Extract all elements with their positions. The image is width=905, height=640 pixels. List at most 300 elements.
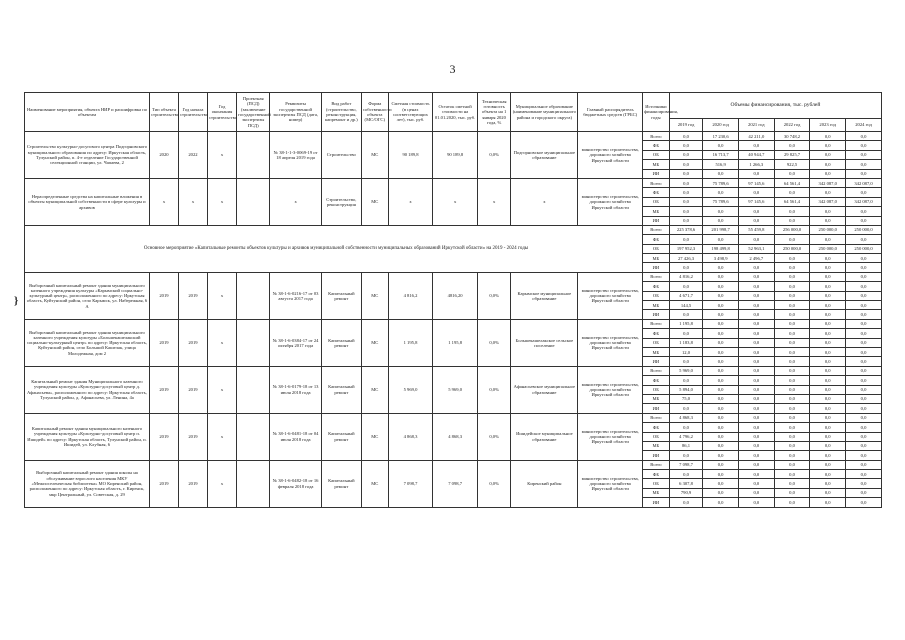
funding-value: 86,1 bbox=[669, 441, 702, 450]
funding-value: 342 087,0 bbox=[846, 178, 882, 187]
object-start-year: х bbox=[178, 178, 207, 225]
object-grbs: министерство строительства, дорожного хозяйства Иркутской области bbox=[578, 132, 643, 179]
object-expertise-flag bbox=[236, 272, 269, 319]
funding-value: 0,0 bbox=[810, 347, 846, 356]
funding-source: Всего bbox=[643, 132, 670, 141]
funding-value: 0,0 bbox=[846, 423, 882, 432]
object-ownership: МС bbox=[361, 272, 388, 319]
funding-value: 0,0 bbox=[703, 451, 739, 460]
funding-value: 922,5 bbox=[774, 160, 810, 169]
funding-value: 0,0 bbox=[810, 235, 846, 244]
funding-value: 0,0 bbox=[774, 235, 810, 244]
object-type: 2020 bbox=[149, 132, 178, 179]
funding-value: 0,0 bbox=[846, 282, 882, 291]
funding-value: 42 211,0 bbox=[738, 132, 774, 141]
funding-value: 225 378,6 bbox=[669, 225, 702, 234]
header-year: 2022 год bbox=[774, 119, 810, 132]
funding-value: 198 499,8 bbox=[703, 244, 739, 253]
header-grbs: Главный распорядитель бюджетных средств (ГРБС) bbox=[578, 93, 643, 132]
funding-value: 0,0 bbox=[810, 301, 846, 310]
object-start-year: 2019 bbox=[178, 413, 207, 460]
funding-source: ФБ bbox=[643, 329, 670, 338]
object-remaining: 90 189,8 bbox=[433, 132, 478, 179]
funding-value: 97 145,6 bbox=[738, 197, 774, 206]
funding-value: 1 266,3 bbox=[738, 160, 774, 169]
object-readiness: 0,0% bbox=[477, 272, 510, 319]
funding-value: 0,0 bbox=[846, 347, 882, 356]
funding-value: 0,0 bbox=[738, 338, 774, 347]
funding-value: 0,0 bbox=[846, 301, 882, 310]
funding-value: 17 230,6 bbox=[703, 132, 739, 141]
header-year: 2023 год bbox=[810, 119, 846, 132]
funding-value: 0,0 bbox=[810, 207, 846, 216]
funding-value: 0,0 bbox=[669, 178, 702, 187]
funding-value: 0,0 bbox=[703, 498, 739, 507]
funding-value: 0,0 bbox=[738, 413, 774, 422]
header-funding: Объемы финансирования, тыс. рублей bbox=[669, 93, 881, 119]
funding-value: 0,0 bbox=[846, 366, 882, 375]
funding-value: 0,0 bbox=[738, 394, 774, 403]
header-work-type: Вид работ (строительство, реконструкция, капремонт и др.) bbox=[321, 93, 361, 132]
funding-value: 0,0 bbox=[738, 207, 774, 216]
funding-value: 0,0 bbox=[669, 235, 702, 244]
object-work-type: Капитальный ремонт bbox=[321, 413, 361, 460]
funding-value: 0,0 bbox=[703, 488, 739, 497]
object-readiness: 0,0% bbox=[477, 132, 510, 179]
funding-value: 0,0 bbox=[774, 423, 810, 432]
funding-source: ФБ bbox=[643, 141, 670, 150]
funding-value: 4 796,2 bbox=[669, 432, 702, 441]
funding-value: 0,0 bbox=[703, 291, 739, 300]
funding-value: 4 868,3 bbox=[669, 413, 702, 422]
funding-value: 0,0 bbox=[703, 301, 739, 310]
header-municipality: Муниципальное образование (наименование муниципального района и городского округа) bbox=[511, 93, 578, 132]
funding-value: 0,0 bbox=[846, 498, 882, 507]
funding-source: ОБ bbox=[643, 244, 670, 253]
object-name: Капитальный ремонт здания муниципального казенного учреждения культуры «Культурно-досуговый центр п. Ишидей» по адресу: Иркутская область, Тулунский район, п. Ишидей, ул. Клубная, 6 bbox=[25, 413, 150, 460]
side-mark: } bbox=[14, 295, 19, 307]
funding-value: 0,0 bbox=[774, 329, 810, 338]
funding-source: МБ bbox=[643, 441, 670, 450]
funding-value: 0,0 bbox=[669, 376, 702, 385]
object-remaining: х bbox=[433, 178, 478, 225]
funding-value: 0,0 bbox=[703, 207, 739, 216]
funding-value: 0,0 bbox=[846, 150, 882, 159]
object-municipality: Киренский район bbox=[511, 460, 578, 507]
funding-value: 0,0 bbox=[738, 291, 774, 300]
funding-value: 0,0 bbox=[810, 132, 846, 141]
funding-value: 0,0 bbox=[669, 207, 702, 216]
funding-value: 0,0 bbox=[738, 272, 774, 281]
funding-value: 0,0 bbox=[738, 301, 774, 310]
funding-value: 250 000,0 bbox=[846, 244, 882, 253]
table-row bbox=[25, 178, 882, 187]
funding-value: 6 307,8 bbox=[669, 479, 702, 488]
funding-source: Всего bbox=[643, 225, 670, 234]
funding-source: ИИ bbox=[643, 263, 670, 272]
funding-value: 0,0 bbox=[846, 338, 882, 347]
funding-value: 0,0 bbox=[774, 413, 810, 422]
object-start-year: 2019 bbox=[178, 460, 207, 507]
funding-value: 0,0 bbox=[810, 254, 846, 263]
funding-source: МБ bbox=[643, 488, 670, 497]
funding-value: 0,0 bbox=[846, 385, 882, 394]
funding-value: 2 496,7 bbox=[738, 254, 774, 263]
funding-value: 0,0 bbox=[669, 404, 702, 413]
object-name: Выборочный капитальный ремонт здания муниципального казенного учреждения культуры «Большекашелакский социально-культурный центр» по адресу: Иркутская область, Куйтунский район, село Большой Кашелак, улица Молодежная, дом 2 bbox=[25, 319, 150, 366]
funding-value: 0,0 bbox=[703, 357, 739, 366]
funding-value: 0,0 bbox=[774, 310, 810, 319]
funding-value: 0,0 bbox=[774, 366, 810, 375]
funding-source: ИИ bbox=[643, 357, 670, 366]
funding-source: ОБ bbox=[643, 479, 670, 488]
funding-value: 0,0 bbox=[703, 263, 739, 272]
object-name: Нераспределенные средства на капитальные вложения в объекты муниципальной собственности в сфере культуры и архивов bbox=[25, 178, 150, 225]
object-municipality: Карымское муниципальное образование bbox=[511, 272, 578, 319]
funding-source: МБ bbox=[643, 207, 670, 216]
object-end-year: х bbox=[207, 132, 236, 179]
funding-value: 7 098,7 bbox=[669, 460, 702, 469]
funding-value: 0,0 bbox=[774, 470, 810, 479]
funding-value: 0,0 bbox=[703, 319, 739, 328]
object-end-year: х bbox=[207, 178, 236, 225]
funding-value: 0,0 bbox=[810, 160, 846, 169]
funding-value: 5 894,0 bbox=[669, 385, 702, 394]
funding-value: 0,0 bbox=[846, 216, 882, 225]
funding-source: ОБ bbox=[643, 385, 670, 394]
funding-value: 0,0 bbox=[738, 169, 774, 178]
object-work-type: Капитальный ремонт bbox=[321, 272, 361, 319]
object-estimate: 4 816,2 bbox=[388, 272, 433, 319]
funding-value: 0,0 bbox=[810, 291, 846, 300]
funding-value: 0,0 bbox=[846, 460, 882, 469]
funding-value: 0,0 bbox=[774, 498, 810, 507]
funding-value: 27 426,3 bbox=[669, 254, 702, 263]
funding-value: 0,0 bbox=[738, 141, 774, 150]
funding-value: 0,0 bbox=[703, 338, 739, 347]
funding-value: 0,0 bbox=[810, 329, 846, 338]
funding-value: 0,0 bbox=[846, 376, 882, 385]
table-row bbox=[25, 132, 882, 141]
funding-value: 0,0 bbox=[703, 188, 739, 197]
funding-value: 0,0 bbox=[846, 404, 882, 413]
header-source: Источники финансирования, годы bbox=[643, 93, 670, 132]
funding-value: 0,0 bbox=[774, 301, 810, 310]
funding-value: 0,0 bbox=[669, 216, 702, 225]
funding-value: 0,0 bbox=[703, 329, 739, 338]
funding-value: 0,0 bbox=[846, 441, 882, 450]
funding-value: 0,0 bbox=[669, 132, 702, 141]
object-expertise-flag bbox=[236, 132, 269, 179]
object-expertise: № 38-1-6-0179-18 от 13 июля 2018 года bbox=[270, 366, 321, 413]
funding-value: 0,0 bbox=[774, 169, 810, 178]
object-ownership: МС bbox=[361, 413, 388, 460]
object-ownership: МС bbox=[361, 460, 388, 507]
funding-value: 250 000,0 bbox=[810, 225, 846, 234]
funding-value: 0,0 bbox=[703, 235, 739, 244]
funding-value: 0,0 bbox=[669, 141, 702, 150]
object-start-year: 2019 bbox=[178, 319, 207, 366]
funding-value: 0,0 bbox=[846, 432, 882, 441]
object-ownership: МС bbox=[361, 366, 388, 413]
funding-value: 0,0 bbox=[738, 329, 774, 338]
object-expertise: х bbox=[270, 178, 321, 225]
header-type: Тип объекта строительства bbox=[149, 93, 178, 132]
header-estimate: Сметная стоимость (в ценах соответствующих лет), тыс. руб. bbox=[388, 93, 433, 132]
funding-value: 0,0 bbox=[774, 376, 810, 385]
funding-value: 0,0 bbox=[738, 441, 774, 450]
funding-value: 0,0 bbox=[810, 141, 846, 150]
funding-value: 12,0 bbox=[669, 347, 702, 356]
funding-value: 0,0 bbox=[669, 451, 702, 460]
object-ownership: МС bbox=[361, 132, 388, 179]
funding-source: Всего bbox=[643, 319, 670, 328]
funding-source: Всего bbox=[643, 413, 670, 422]
funding-value: 0,0 bbox=[774, 254, 810, 263]
header-year: 2020 год bbox=[703, 119, 739, 132]
object-remaining: 4 868,3 bbox=[433, 413, 478, 460]
object-readiness: х bbox=[477, 178, 510, 225]
funding-value: 256 000,0 bbox=[774, 225, 810, 234]
object-remaining: 5 969,0 bbox=[433, 366, 478, 413]
funding-value: 0,0 bbox=[703, 394, 739, 403]
funding-value: 75 789,6 bbox=[703, 178, 739, 187]
table-row bbox=[25, 366, 882, 375]
funding-value: 0,0 bbox=[774, 188, 810, 197]
funding-value: 0,0 bbox=[846, 319, 882, 328]
object-readiness: 0,0% bbox=[477, 319, 510, 366]
object-grbs: министерство строительства, дорожного хозяйства Иркутской области bbox=[578, 272, 643, 319]
funding-source: ФБ bbox=[643, 423, 670, 432]
funding-value: 342 087,0 bbox=[846, 197, 882, 206]
funding-value: 0,0 bbox=[774, 441, 810, 450]
table-row bbox=[25, 272, 882, 281]
object-end-year: х bbox=[207, 319, 236, 366]
funding-value: 250 000,0 bbox=[846, 225, 882, 234]
funding-value: 0,0 bbox=[774, 282, 810, 291]
object-readiness: 0,0% bbox=[477, 413, 510, 460]
funding-value: 342 087,0 bbox=[810, 178, 846, 187]
funding-source: Всего bbox=[643, 366, 670, 375]
funding-value: 0,0 bbox=[810, 376, 846, 385]
funding-value: 0,0 bbox=[703, 366, 739, 375]
funding-value: 0,0 bbox=[846, 413, 882, 422]
object-name: Строительство культурно-досугового центра Подгорновского муниципального образования по адресу: Иркутская область, Тулунский район, п. 4-е отделение Государственной селекционной станции, ул. Чапаева, 2 bbox=[25, 132, 150, 179]
funding-source: ИИ bbox=[643, 451, 670, 460]
funding-source: ИИ bbox=[643, 169, 670, 178]
funding-value: 29 825,7 bbox=[774, 150, 810, 159]
funding-value: 0,0 bbox=[810, 272, 846, 281]
object-estimate: 90 189,8 bbox=[388, 132, 433, 179]
funding-value: 250 000,0 bbox=[810, 244, 846, 253]
table-body bbox=[25, 132, 882, 508]
header-end-year: Год окончания строительства bbox=[207, 93, 236, 132]
funding-value: 0,0 bbox=[810, 169, 846, 178]
funding-source: МБ bbox=[643, 301, 670, 310]
header-name: Наименование мероприятия, объекта НИР и расшифровка по объектам bbox=[25, 93, 150, 132]
object-remaining: 4816,20 bbox=[433, 272, 478, 319]
funding-source: Всего bbox=[643, 178, 670, 187]
funding-value: 0,0 bbox=[810, 310, 846, 319]
funding-value: 0,0 bbox=[669, 197, 702, 206]
header-year: 2021 год bbox=[738, 119, 774, 132]
funding-value: 0,0 bbox=[774, 216, 810, 225]
object-expertise-flag bbox=[236, 413, 269, 460]
funding-value: 0,0 bbox=[703, 282, 739, 291]
object-end-year: х bbox=[207, 460, 236, 507]
object-type: 2019 bbox=[149, 366, 178, 413]
funding-value: 0,0 bbox=[810, 470, 846, 479]
funding-value: 0,0 bbox=[846, 169, 882, 178]
object-start-year: 2022 bbox=[178, 132, 207, 179]
funding-value: 0,0 bbox=[703, 470, 739, 479]
funding-value: 0,0 bbox=[669, 329, 702, 338]
funding-source: ОБ bbox=[643, 338, 670, 347]
object-municipality: х bbox=[511, 178, 578, 225]
object-expertise: № 38-1-6-0216-17 от 03 августа 2017 года bbox=[270, 272, 321, 319]
funding-source: МБ bbox=[643, 394, 670, 403]
funding-value: 516,9 bbox=[703, 160, 739, 169]
funding-source: ОБ bbox=[643, 432, 670, 441]
funding-source: МБ bbox=[643, 347, 670, 356]
funding-source: ИИ bbox=[643, 310, 670, 319]
funding-value: 0,0 bbox=[846, 263, 882, 272]
funding-value: 0,0 bbox=[846, 394, 882, 403]
funding-value: 0,0 bbox=[669, 150, 702, 159]
funding-value: 0,0 bbox=[810, 394, 846, 403]
funding-value: 75,0 bbox=[669, 394, 702, 403]
object-grbs: министерство строительства, дорожного хозяйства Иркутской области bbox=[578, 366, 643, 413]
header-year: 2019 год bbox=[669, 119, 702, 132]
funding-source: ФБ bbox=[643, 376, 670, 385]
object-work-type: Капитальный ремонт bbox=[321, 460, 361, 507]
funding-value: 0,0 bbox=[810, 451, 846, 460]
funding-value: 0,0 bbox=[703, 479, 739, 488]
funding-source: Всего bbox=[643, 272, 670, 281]
funding-value: 0,0 bbox=[846, 488, 882, 497]
object-work-type: Строительство, реконструкция bbox=[321, 178, 361, 225]
funding-value: 0,0 bbox=[846, 291, 882, 300]
object-grbs: министерство строительства, дорожного хозяйства Иркутской области bbox=[578, 413, 643, 460]
funding-value: 0,0 bbox=[669, 169, 702, 178]
funding-source: Всего bbox=[643, 460, 670, 469]
funding-value: 0,0 bbox=[738, 263, 774, 272]
funding-value: 0,0 bbox=[703, 404, 739, 413]
object-ownership: МС bbox=[361, 178, 388, 225]
object-expertise: № 38-1-6-0481-18 от 04 июля 2018 года bbox=[270, 413, 321, 460]
funding-value: 0,0 bbox=[810, 441, 846, 450]
funding-value: 0,0 bbox=[774, 291, 810, 300]
object-readiness: 0,0% bbox=[477, 366, 510, 413]
funding-value: 0,0 bbox=[774, 479, 810, 488]
funding-value: 790,9 bbox=[669, 488, 702, 497]
funding-value: 0,0 bbox=[846, 254, 882, 263]
funding-value: 144,5 bbox=[669, 301, 702, 310]
funding-value: 0,0 bbox=[810, 282, 846, 291]
funding-source: ИИ bbox=[643, 498, 670, 507]
funding-value: 0,0 bbox=[703, 441, 739, 450]
funding-source: ФБ bbox=[643, 470, 670, 479]
funding-value: 30 748,2 bbox=[774, 132, 810, 141]
funding-value: 0,0 bbox=[669, 470, 702, 479]
funding-value: 0,0 bbox=[738, 460, 774, 469]
funding-value: 0,0 bbox=[846, 235, 882, 244]
funding-value: 75 789,6 bbox=[703, 197, 739, 206]
header-ownership: Форма собственности объекта (МС/ОГС) bbox=[361, 93, 388, 132]
funding-value: 0,0 bbox=[810, 366, 846, 375]
funding-value: 0,0 bbox=[774, 141, 810, 150]
object-name: Выборочный капитальный ремонт здания школы на обслуживание взрослого населения МКУ «Межпоселенческая библиотека» МО Киренский район, расположенного по адресу: Иркутская область, г. Киренск, мкр Центральный, ул. Советская, д. 29 bbox=[25, 460, 150, 507]
funding-value: 5 969,0 bbox=[669, 366, 702, 375]
object-name: Капитальный ремонт здания Муниципального казенного учреждения культуры «Культурно-досуговый центр д. Афанасьева», расположенного по адресу: Иркутская область, Тулунский район, д. Афанасьева, ул. Ленина, 4а bbox=[25, 366, 150, 413]
funding-value: 0,0 bbox=[738, 188, 774, 197]
funding-value: 0,0 bbox=[703, 310, 739, 319]
funding-value: 0,0 bbox=[774, 207, 810, 216]
funding-value: 0,0 bbox=[738, 216, 774, 225]
funding-value: 0,0 bbox=[738, 347, 774, 356]
object-readiness: 0,0% bbox=[477, 460, 510, 507]
funding-value: 0,0 bbox=[738, 319, 774, 328]
funding-value: 3 498,9 bbox=[703, 254, 739, 263]
funding-value: 0,0 bbox=[846, 141, 882, 150]
funding-source: ИИ bbox=[643, 404, 670, 413]
funding-value: 0,0 bbox=[846, 451, 882, 460]
funding-value: 0,0 bbox=[846, 272, 882, 281]
funding-value: 201 998,7 bbox=[703, 225, 739, 234]
funding-value: 0,0 bbox=[774, 432, 810, 441]
funding-value: 0,0 bbox=[738, 432, 774, 441]
object-work-type: Капитальный ремонт bbox=[321, 366, 361, 413]
funding-value: 0,0 bbox=[774, 460, 810, 469]
funding-value: 0,0 bbox=[703, 413, 739, 422]
funding-value: 55 459,8 bbox=[738, 225, 774, 234]
funding-value: 0,0 bbox=[774, 385, 810, 394]
funding-value: 342 087,0 bbox=[810, 197, 846, 206]
header-expertise: Проектная (ПСД) (заключение государственной экспертизы ПСД) bbox=[236, 93, 269, 132]
funding-value: 0,0 bbox=[703, 141, 739, 150]
funding-value: 0,0 bbox=[774, 319, 810, 328]
object-expertise: № 38-1-6-0482-18 от 16 февраля 2018 года bbox=[270, 460, 321, 507]
funding-value: 0,0 bbox=[810, 488, 846, 497]
funding-value: 0,0 bbox=[669, 498, 702, 507]
funding-value: 0,0 bbox=[774, 488, 810, 497]
funding-value: 0,0 bbox=[738, 488, 774, 497]
funding-value: 0,0 bbox=[738, 376, 774, 385]
funding-value: 0,0 bbox=[846, 160, 882, 169]
object-expertise-flag bbox=[236, 460, 269, 507]
object-ownership: МС bbox=[361, 319, 388, 366]
funding-source: МБ bbox=[643, 160, 670, 169]
funding-value: 0,0 bbox=[703, 169, 739, 178]
funding-value: 0,0 bbox=[810, 479, 846, 488]
funding-value: 0,0 bbox=[810, 319, 846, 328]
object-municipality: Подгорновское муниципальное образование bbox=[511, 132, 578, 179]
funding-value: 0,0 bbox=[846, 357, 882, 366]
object-estimate: 4 868,3 bbox=[388, 413, 433, 460]
funding-value: 0,0 bbox=[703, 423, 739, 432]
funding-value: 0,0 bbox=[774, 263, 810, 272]
funding-source: ФБ bbox=[643, 282, 670, 291]
funding-value: 4 671,7 bbox=[669, 291, 702, 300]
funding-value: 0,0 bbox=[810, 357, 846, 366]
funding-value: 197 952,3 bbox=[669, 244, 702, 253]
funding-value: 0,0 bbox=[703, 216, 739, 225]
funding-source: ОБ bbox=[643, 291, 670, 300]
funding-value: 0,0 bbox=[738, 423, 774, 432]
funding-value: 0,0 bbox=[774, 338, 810, 347]
funding-value: 0,0 bbox=[703, 460, 739, 469]
funding-value: 0,0 bbox=[846, 132, 882, 141]
